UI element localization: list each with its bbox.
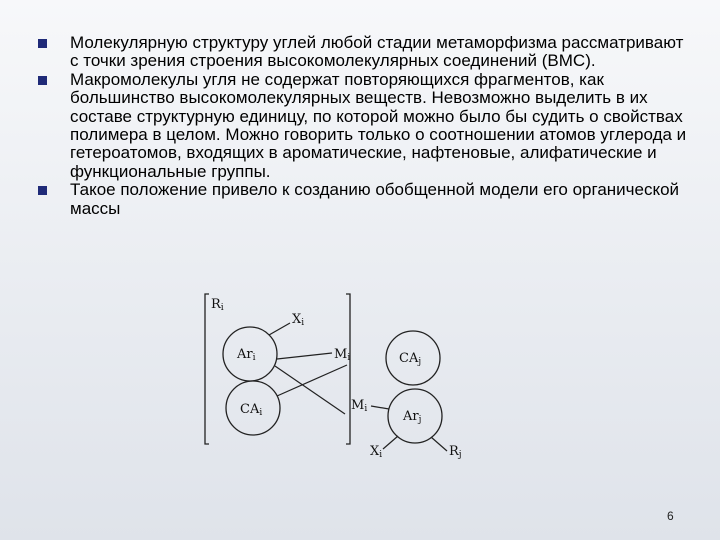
label-ca-i: CAi xyxy=(240,402,263,418)
square-bullet-icon xyxy=(38,186,47,195)
square-bullet-icon xyxy=(38,76,47,85)
bullet-list xyxy=(38,34,688,218)
left-bracket xyxy=(205,294,209,444)
bond-ar-i-x-i xyxy=(269,323,290,335)
label-ar-i: Ari xyxy=(237,347,256,363)
page-number: 6 xyxy=(667,509,674,523)
bond-ar-i-ar-j-long xyxy=(275,366,345,414)
bullet-item xyxy=(38,181,688,218)
coal-structure-diagram xyxy=(195,292,485,467)
square-bullet-icon xyxy=(38,39,47,48)
bullet-text: Такое положение привело к созданию обобщенной модели его органической массы xyxy=(70,180,680,218)
bullet-text: Молекулярную структуру углей любой стадии метаморфизма рассматривают с точки зрения строения высокомолекулярных соединений (ВМС). xyxy=(70,33,684,71)
bond-ar-j-x-i xyxy=(383,436,398,449)
bullet-item xyxy=(38,34,688,71)
label-r-j: Rj xyxy=(449,444,462,460)
label-x-i-top: Xi xyxy=(292,312,305,328)
bond-ar-i-m-i xyxy=(277,353,332,359)
label-r-i: Ri xyxy=(211,297,224,313)
right-bracket xyxy=(346,294,350,444)
label-m-i-mid: Mi xyxy=(351,398,368,414)
label-x-i-bottom: Xi xyxy=(370,444,383,460)
bullet-item xyxy=(38,71,688,181)
label-m-i-top: Mi xyxy=(334,347,351,363)
bond-m-i-ar-j xyxy=(371,406,389,409)
label-ar-j: Arj xyxy=(403,409,422,425)
bond-ar-j-r-j xyxy=(431,437,447,451)
label-ca-j: CAj xyxy=(399,351,422,367)
bullet-text: Макромолекулы угля не содержат повторяющихся фрагментов, как большинство высокомолекулярных веществ. Невозможно выделить в их составе структурную единицу, по которой можно было бы судить о свойствах полимера в целом. Можно говорить только о соотношении атомов углерода и гетероатомов, входящих в ароматические, нафтеновые, алифатические и функциональные группы. xyxy=(70,69,687,181)
